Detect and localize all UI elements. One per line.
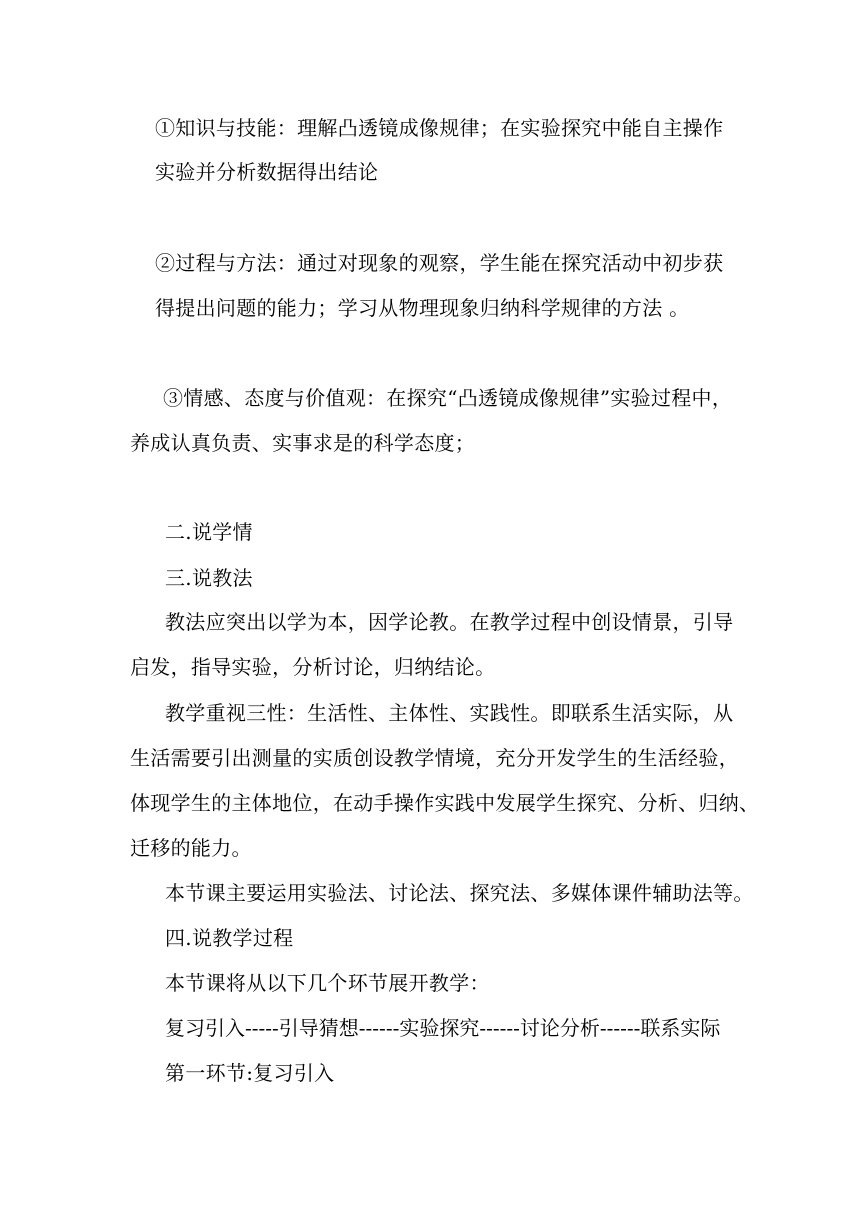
section-heading-teaching-process: 四.说教学过程 xyxy=(165,926,294,950)
objective-emotion-line1: ③情感、态度与价值观：在探究“凸透镜成像规律”实验过程中， xyxy=(163,386,733,410)
method-para2-line2: 生活需要引出测量的实质创设教学情境，充分开发学生的生活经验， xyxy=(130,746,739,770)
method-para2-line3: 体现学生的主体地位，在动手操作实践中发展学生探究、分析、归纳、 xyxy=(130,791,760,815)
method-para3: 本节课主要运用实验法、讨论法、探究法、多媒体课件辅助法等。 xyxy=(165,881,754,905)
method-para2-line1: 教学重视三性：生活性、主体性、实践性。即联系生活实际，从 xyxy=(165,701,734,725)
method-para1-line1: 教法应突出以学为本，因学论教。在教学过程中创设情景，引导 xyxy=(165,610,734,634)
section-heading-teaching-method: 三.说教法 xyxy=(165,566,253,590)
method-para1-line2: 启发，指导实验，分析讨论，归纳结论。 xyxy=(130,655,496,679)
process-first-step: 第一环节:复习引入 xyxy=(165,1061,335,1085)
process-intro: 本节课将从以下几个环节展开教学： xyxy=(165,971,490,995)
objective-emotion-line2: 养成认真负责、实事求是的科学态度； xyxy=(130,431,476,455)
objective-process-line2: 得提出问题的能力；学习从物理现象归纳科学规律的方法 。 xyxy=(155,296,690,320)
objective-process-line1: ②过程与方法：通过对现象的观察，学生能在探究活动中初步获 xyxy=(155,251,724,275)
section-heading-student-analysis: 二.说学情 xyxy=(165,520,253,544)
objective-knowledge-line1: ①知识与技能：理解凸透镜成像规律；在实验探究中能自主操作 xyxy=(155,116,724,140)
process-steps: 复习引入-----引导猜想------实验探究------讨论分析------联系实际 xyxy=(165,1016,721,1040)
objective-knowledge-line2: 实验并分析数据得出结论 xyxy=(155,160,379,184)
method-para2-line4: 迁移的能力。 xyxy=(130,836,252,860)
